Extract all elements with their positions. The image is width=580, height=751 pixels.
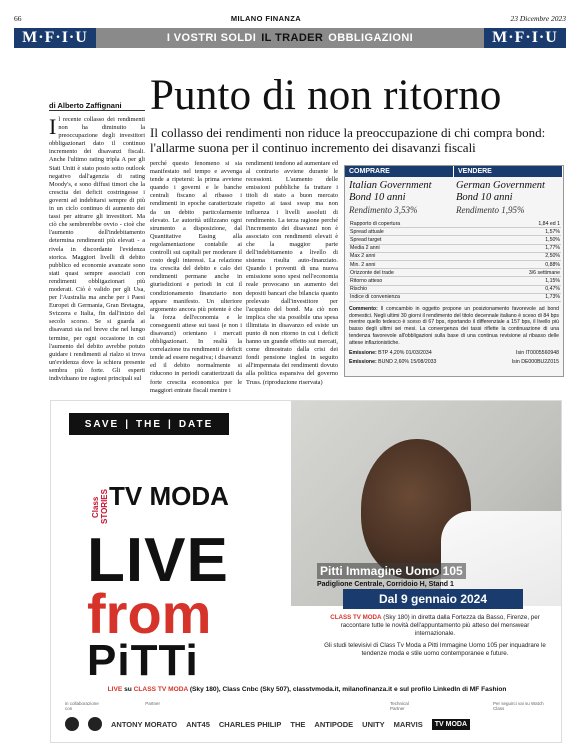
partner-circle-icon bbox=[88, 717, 102, 731]
column-1-text: l recente collasso dei rendimenti non ha diminuito la preoccupazione degli investitori obbligazionari dato il continuo incremento dei disavanzi fiscali. Anche l'ultimo rating tripla A per gli Stati Uniti è stato posto sotto outlook negativo dall'agenzia di rating Moody's, e sono diffusi timori che la crescita dei deficit costringesse i governi ad indebitarsi sempre di più in un ciclo continuo di aumento dei tassi per attrarre gli investitori. Ma ciò che sembrerebbe ovvio - cioè che l'aumento dell'indebitamento determina rendimenti più elevati - a rivela in discordante l'evidenza storica. Maggiori livelli di debito pubblico ed economie avanzate sono stati quasi sempre associati con rendimenti obbligazionari più moderati. Ciò è valido per gli Usa, per l'Australia ma anche per i Paesi Europei di Germania, Gran Bretagna, Svizzera e Italia, fin dall'inizio del secolo scorso. Se si guarda ai disavanzi sia nel breve che nel lungo termine, per ogni occasione in cui l'aumento del debito avrebbe potuto guidare i rendimenti al rialzo si trova un'evidenza dove la schiera presente sembra più forte. Gli esperti individuano tre ragioni principali sul bbox=[49, 116, 145, 382]
table-row: Orizzonte del trade 3/6 settimane bbox=[350, 269, 560, 276]
buy-label: COMPRARE bbox=[345, 166, 454, 177]
class-stories-logo: Class STORIES bbox=[91, 489, 109, 525]
comment-text: Il comcambio in oggetto propone un posizionamento favorevole ad bond domestici. Negli ultimi 30 giorni il rendimento del titolo decennale italiano è sceso di 84 bps mentre quello tedesco è sceso di 67 bps, riportando il differenziale a 157 bps, il livello più basso degli ultimi sei mesi. La convergenza dei tassi riflette la continuazione di una tendenza favorevole all'obbligazioni sulla base di una continua revisione al ribasso delle attese inflazionistiche. bbox=[349, 305, 559, 346]
drop-cap: I bbox=[49, 114, 57, 139]
trade-box bbox=[344, 165, 564, 377]
sell-bond-yield: Rendimento 1,95% bbox=[456, 205, 525, 215]
partner-logos bbox=[65, 717, 553, 731]
issue-date: 23 Dicembre 2023 bbox=[510, 13, 566, 23]
partner-logo: UNITY bbox=[362, 719, 385, 729]
partner-labels: in collaborazione con Partner Technical Partner Per seguirci vai su Watch Class bbox=[65, 701, 544, 711]
table-row: Rischio 0,47% bbox=[350, 286, 560, 293]
table-row: Media 2 anni 1,77% bbox=[350, 245, 560, 252]
event-place: Padiglione Centrale, Corridoio H, Stand 1 bbox=[317, 581, 454, 588]
sell-label: VENDERE bbox=[454, 166, 563, 177]
partners-strip bbox=[65, 701, 553, 731]
from-word: from bbox=[87, 582, 212, 645]
article-column-2: perché questo fenomeno si sia manifestato nel tempo e avvenga tende a ripetersi: la prima avviene quando i governi e le banche centrali fiscano al ribasso i rendimenti in epoche caratterizzate da un debito particolarmente elevato. Le autorità utilizzano ogni strumento a disposizione, dal Quantitative Easing alla regolamentazione contabile ai controlli sui capitali per moderare il costo degli interessi. La relazione tra crescita del debito e calo dei rendimenti permane anche in giurisdizioni e periodi in cui il condizionamento finanziario non appare manifesto. Un ulteriore argomento ancora più potente è che la forza dell'economia e le conseguenti attese sui tassi (e non i disavanzi) orientano i mercati obbligazionari. In realtà la correlazione tra rendimenti e deficit tende ad essere negativa; i disavanzi ed il debito normalmente si riducono in periodi caratterizzati da forte crescita economica per le maggiori entrate fiscali mentre i bbox=[150, 160, 242, 394]
ad-description: CLASS TV MODA (Sky 180) in diretta dalla Fortezza da Basso, Firenze, per raccontare tutte le novità dell'appuntamento più atteso del menswear internazionale. Gli studi televisivi di Class Tv Moda a Pitti Immagine Uomo 105 per inquadrare le tendenze moda e stile uomo contemporanee e future. bbox=[324, 614, 546, 657]
publication-name: MILANO FINANZA bbox=[230, 13, 302, 23]
bond-pair bbox=[345, 177, 563, 218]
tv-moda-logo: TV MODA bbox=[109, 481, 229, 511]
advertisement[interactable] bbox=[50, 400, 562, 743]
partner-logo: ANT45 bbox=[186, 719, 210, 729]
section-title bbox=[96, 28, 484, 48]
buy-bond bbox=[347, 180, 454, 216]
save-the-date-bar: SAVE | THE | DATE bbox=[69, 413, 229, 435]
buy-bond-name: Italian Government Bond 10 anni bbox=[349, 180, 432, 203]
buy-bond-yield: Rendimento 3,53% bbox=[349, 205, 418, 215]
table-row: Max 2 anni 2,50% bbox=[350, 253, 560, 260]
page-header bbox=[14, 12, 566, 24]
article-headline: Punto di non ritorno bbox=[150, 72, 502, 119]
live-channels: LIVE su CLASS TV MODA (Sky 180), Class Cnbc (Sky 507), classtvmoda.it, milanofinanza.it e sul profilo LinkedIn di MF Fashion bbox=[107, 686, 507, 693]
trade-stats-table bbox=[349, 220, 561, 302]
event-date: Dal 9 gennaio 2024 bbox=[343, 589, 523, 609]
partner-logo: TV MODA bbox=[432, 719, 470, 730]
event-title: Pitti Immagine Uomo 105 bbox=[317, 563, 466, 579]
table-row: Min. 2 anni 0,88% bbox=[350, 261, 560, 268]
emission-2: Emissione: BUND 2,60% 15/08/2033 Isin DE000BU2Z015 bbox=[349, 358, 559, 365]
event-info bbox=[317, 563, 466, 588]
partner-logo: CHARLES PHILIP bbox=[218, 719, 282, 729]
emission-1: Emissione: BTP 4,20% 01/03/2034 Isin IT0005560948 bbox=[349, 349, 559, 356]
page-number: 66 bbox=[14, 13, 22, 23]
article-column-3: rendimenti tendono ad aumentare ed al contrario avviene durante le recessioni. L'aumento delle emissioni pubbliche fa trattare i titoli di stato a buon mercato rispetto ai tassi swap ma non influenza i livelli assoluti di rendimento. La terza ragione perché l'incremento dei disavanzi non è associato con rendimenti elevati è che la maggior parte dell'indebitamento a livello di sistema risulta auto-finanziato. Quando i proventi di una nuova emissione sono spesi nell'economia reale provocano un aumento dei depositi bancari che bilancia quanto prelevato dall'investitore per l'acquisto del bond. Ma ciò non implica che sia possibile una spesa illimitata in disavanzo ed esiste un punto di non ritorno in cui i deficit hanno un grande effetto sui mercati, come dimostrato dalla crisi dei fondi pensione inglesi in seguito all'impennata dei rendimenti dovuto alla politica espansiva del governo Truss. (riproduzione riservata) bbox=[246, 160, 338, 386]
mfiu-logo-left: M·F·I·U bbox=[14, 28, 96, 48]
partner-circle-icon bbox=[65, 717, 79, 731]
partner-logo: ANTONY MORATO bbox=[111, 719, 178, 729]
mfiu-logo-right: M·F·I·U bbox=[484, 28, 566, 48]
section-banner bbox=[14, 28, 566, 48]
article-byline: di Alberto Zaffignani bbox=[49, 101, 122, 110]
byline-divider bbox=[49, 110, 145, 111]
table-row: Indice di convenienza 1,73% bbox=[350, 294, 560, 301]
section-a: I VOSTRI SOLDI bbox=[166, 32, 257, 44]
sell-bond-name: German Government Bond 10 anni bbox=[456, 180, 545, 203]
live-word: LIVE bbox=[87, 526, 229, 595]
comment-label: Commento: bbox=[349, 305, 378, 312]
article-subhead: Il collasso dei rendimenti non riduce la preoccupazione di chi compra bond: l'allarme suona per il continuo incremento dei disavanzi fiscali bbox=[150, 125, 546, 155]
partner-logo: THE bbox=[290, 719, 306, 729]
article-column-1 bbox=[49, 114, 145, 382]
table-row: Spread target 1,50% bbox=[350, 236, 560, 243]
sell-bond bbox=[454, 180, 561, 216]
trade-box-header bbox=[345, 166, 563, 177]
pitti-word: PiTTi bbox=[87, 636, 199, 685]
partner-logo: MARVIS bbox=[393, 719, 423, 729]
section-c: OBBLIGAZIONI bbox=[328, 32, 414, 44]
trade-comment bbox=[349, 306, 559, 347]
section-b: IL TRADER bbox=[261, 32, 324, 44]
partner-logo: ANTIPODE bbox=[314, 719, 354, 729]
table-row: Spread attuale 1,57% bbox=[350, 228, 560, 235]
table-row: Ritorno atteso 1,15% bbox=[350, 277, 560, 284]
table-row: Rapporto di copertura 1,84 ed 1 bbox=[350, 220, 560, 227]
